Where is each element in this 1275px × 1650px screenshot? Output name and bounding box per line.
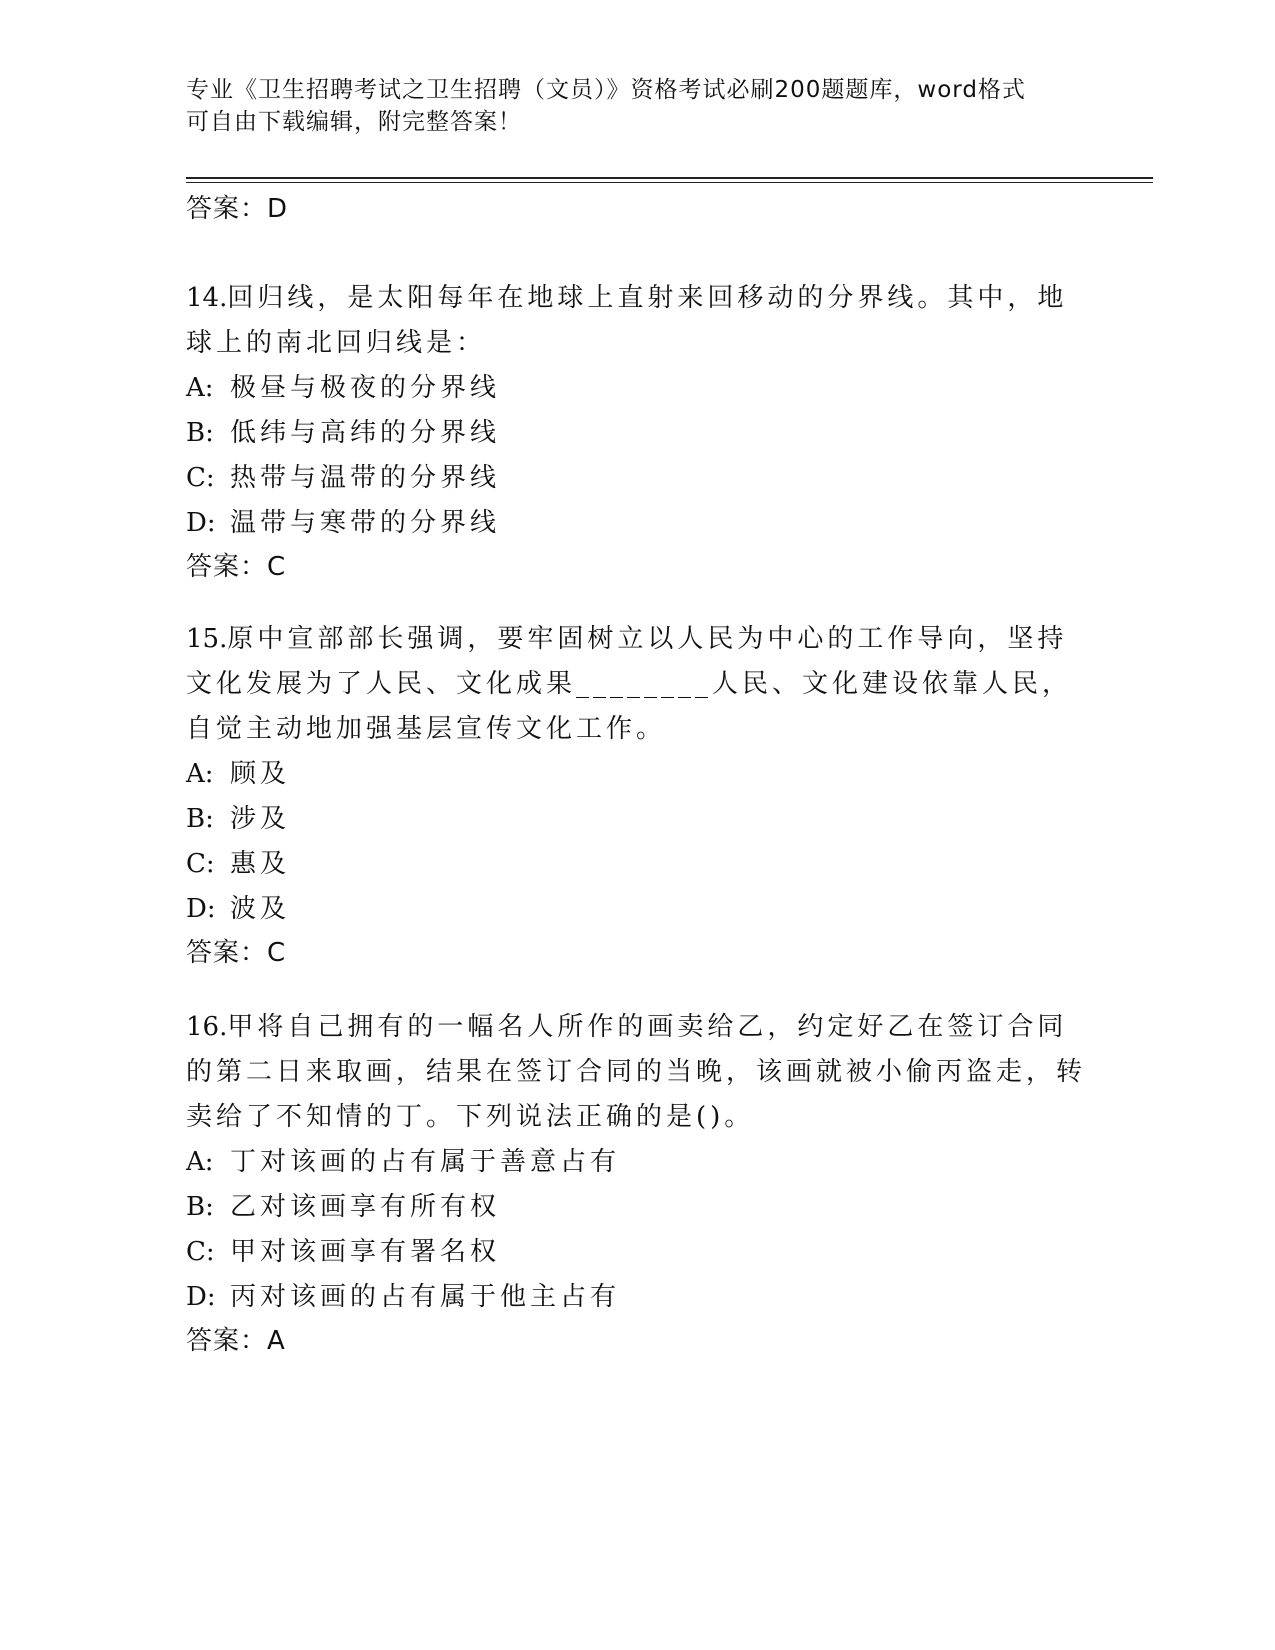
answer-line: 答案：C [186,938,287,968]
page-header [186,74,1066,138]
header-line-1: 专业《卫生招聘考试之卫生招聘（文员）》资格考试必刷200题题库，word格式 [186,77,1026,103]
option-d [186,501,1086,546]
question-stem [186,276,1086,366]
option-letter: A: [186,1147,214,1177]
question-number: 15. [186,624,228,654]
option-letter: B: [186,804,214,834]
option-text: 惠及 [230,849,291,879]
question-16 [186,1005,1086,1356]
question-text: 甲将自己拥有的一幅名人所作的画卖给乙，约定好乙在签订合同的第二日来取画，结果在签订合同的当晚，该画就被小偷丙盗走，转卖给了不知情的丁。下列说法正确的是()。 [186,1012,1087,1132]
option-text: 乙对该画享有所有权 [230,1192,501,1222]
option-text: 极昼与极夜的分界线 [230,373,501,403]
option-text: 顾及 [230,759,291,789]
option-letter: C: [186,1237,215,1267]
option-a [186,366,1086,411]
option-d [186,887,1086,932]
question-14 [186,276,1086,582]
answer-line: 答案：C [186,552,287,582]
option-b [186,1185,1086,1230]
option-text: 低纬与高纬的分界线 [230,418,501,448]
option-text: 甲对该画享有署名权 [230,1237,501,1267]
option-letter: D: [186,894,216,924]
option-text: 热带与温带的分界线 [230,463,501,493]
option-letter: D: [186,1282,216,1312]
question-number: 16. [186,1012,228,1042]
question-stem [186,1005,1086,1140]
previous-answer: 答案：D [186,194,289,224]
option-letter: C: [186,463,215,493]
option-letter: C: [186,849,215,879]
option-b [186,411,1086,456]
question-number: 14. [186,283,228,313]
option-letter: A: [186,373,214,403]
option-letter: B: [186,418,214,448]
option-d [186,1275,1086,1320]
header-divider-thick [186,177,1153,179]
header-divider-thin [186,182,1153,183]
option-letter: B: [186,1192,214,1222]
option-letter: D: [186,508,216,538]
option-a [186,1140,1086,1185]
option-text: 丁对该画的占有属于善意占有 [230,1147,621,1177]
header-line-2: 可自由下载编辑，附完整答案！ [186,109,522,135]
answer-line: 答案：A [186,1326,286,1356]
option-text: 涉及 [230,804,291,834]
option-text: 丙对该画的占有属于他主占有 [230,1282,621,1312]
option-a [186,752,1086,797]
option-text: 温带与寒带的分界线 [230,508,501,538]
option-b [186,797,1086,842]
option-c [186,1230,1086,1275]
option-text: 波及 [230,894,291,924]
question-stem [186,617,1086,752]
question-15 [186,617,1086,968]
option-letter: A: [186,759,214,789]
option-c [186,456,1086,501]
option-c [186,842,1086,887]
question-text: 原中宣部部长强调，要牢固树立以人民为中心的工作导向，坚持文化发展为了人民、文化成果________人民、文化建设依靠人民，自觉主动地加强基层宣传文化工作。 [186,624,1073,744]
question-text: 回归线，是太阳每年在地球上直射来回移动的分界线。其中，地球上的南北回归线是： [186,283,1068,358]
